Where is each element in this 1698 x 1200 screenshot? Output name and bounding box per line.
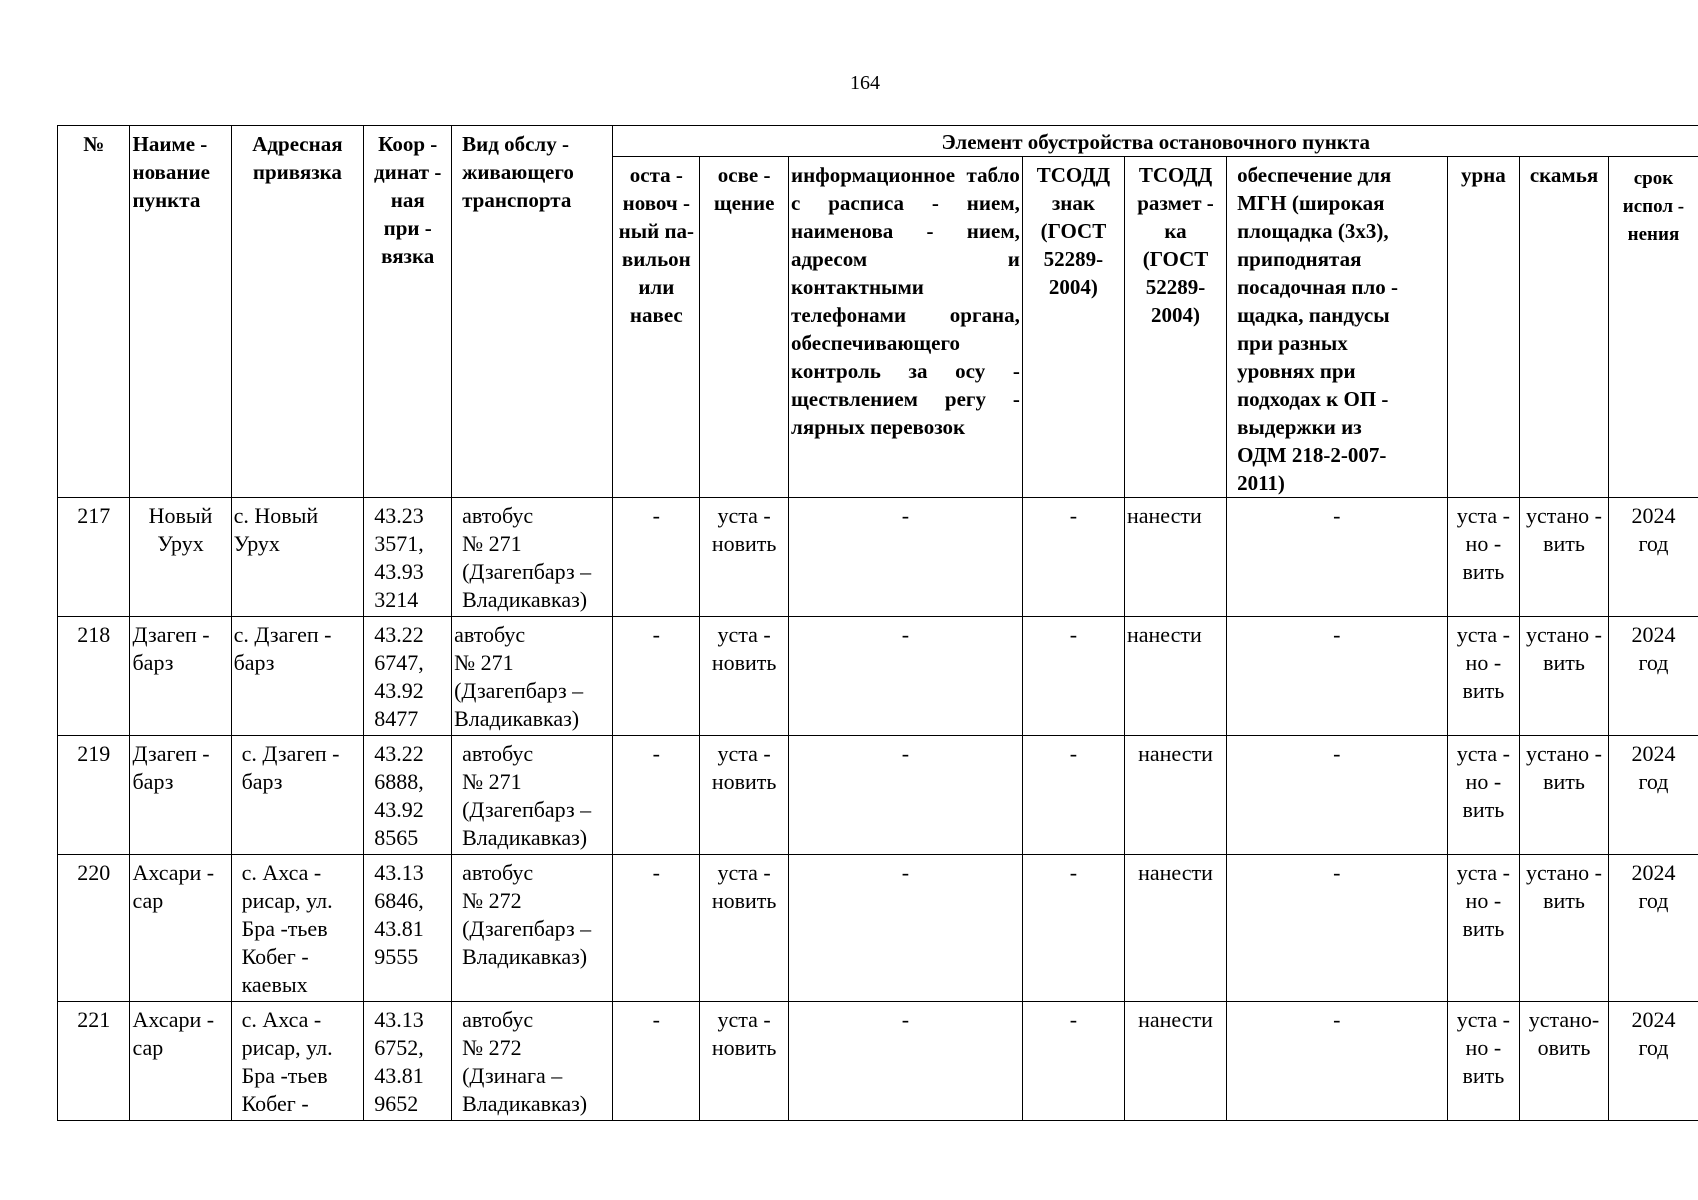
cell-address: с. Дзагеп - барз [231, 736, 364, 855]
header-address: Адресная привязка [231, 126, 364, 498]
cell-coords: 43.22 6747, 43.92 8477 [364, 617, 452, 736]
cell-name: Новый Урух [130, 498, 231, 617]
cell-bench: устано - вить [1520, 617, 1609, 736]
cell-tsodd-sign: - [1022, 855, 1124, 1002]
header-num: № [58, 126, 130, 498]
header-name: Наиме - нование пункта [130, 126, 231, 498]
cell-lighting: уста - новить [700, 498, 789, 617]
header-tsodd-marking: ТСОДД размет - ка (ГОСТ 52289- 2004) [1124, 157, 1226, 498]
cell-transport: автобус № 272 (Дзагепбарз – Владикавказ) [452, 855, 613, 1002]
cell-bench: устано - вить [1520, 736, 1609, 855]
cell-pavilion: - [613, 1002, 700, 1121]
cell-address: с. Ахса - рисар, ул. Бра -тьев Кобег - [231, 1002, 364, 1121]
cell-bench: устано - вить [1520, 855, 1609, 1002]
cell-pavilion: - [613, 736, 700, 855]
cell-deadline: 2024 год [1608, 498, 1698, 617]
header-transport: Вид обслу - живающего транспорта [452, 126, 613, 498]
cell-mgn: - [1227, 855, 1448, 1002]
table-row [58, 855, 1698, 1002]
cell-pavilion: - [613, 617, 700, 736]
cell-num: 220 [58, 855, 130, 1002]
header-mgn: обеспечение для МГН (широкая площадка (3х3), приподнятая посадочная пло - щадка, пандусы при разных уровнях при подходах к ОП - выдержки из ОДМ 218-2-007- 2011) [1227, 157, 1448, 498]
header-tsodd-sign: ТСОДД знак (ГОСТ 52289- 2004) [1022, 157, 1124, 498]
cell-coords: 43.22 6888, 43.92 8565 [364, 736, 452, 855]
cell-tsodd-marking: нанести [1124, 736, 1226, 855]
table-row [58, 498, 1698, 617]
cell-transport: автобус № 271 (Дзагепбарз – Владикавказ) [452, 617, 613, 736]
cell-tsodd-marking: нанести [1124, 1002, 1226, 1121]
cell-name: Ахсари - сар [130, 855, 231, 1002]
cell-urn: уста - но - вить [1447, 1002, 1519, 1121]
header-bench: скамья [1520, 157, 1609, 498]
cell-lighting: уста - новить [700, 736, 789, 855]
cell-transport: автобус № 272 (Дзинага – Владикавказ) [452, 1002, 613, 1121]
cell-name: Ахсари - сар [130, 1002, 231, 1121]
header-urn: урна [1447, 157, 1519, 498]
header-coords: Коор - динат - ная при - вязка [364, 126, 452, 498]
cell-tsodd-sign: - [1022, 1002, 1124, 1121]
cell-num: 218 [58, 617, 130, 736]
cell-coords: 43.13 6752, 43.81 9652 [364, 1002, 452, 1121]
cell-coords: 43.13 6846, 43.81 9555 [364, 855, 452, 1002]
cell-coords: 43.23 3571, 43.93 3214 [364, 498, 452, 617]
cell-info-board: - [789, 1002, 1023, 1121]
cell-lighting: уста - новить [700, 855, 789, 1002]
cell-address: с. Дзагеп - барз [231, 617, 364, 736]
cell-deadline: 2024 год [1608, 617, 1698, 736]
header-pavilion: оста - новоч - ный па- вильон или навес [613, 157, 700, 498]
cell-mgn: - [1227, 617, 1448, 736]
header-lighting: осве - щение [700, 157, 789, 498]
table-row [58, 1002, 1698, 1121]
cell-deadline: 2024 год [1608, 1002, 1698, 1121]
cell-tsodd-marking: нанести [1124, 855, 1226, 1002]
cell-bench: устано - вить [1520, 498, 1609, 617]
cell-pavilion: - [613, 498, 700, 617]
page-number: 164 [850, 72, 880, 94]
bus-stops-table [57, 125, 1698, 1121]
cell-num: 219 [58, 736, 130, 855]
cell-tsodd-sign: - [1022, 736, 1124, 855]
cell-info-board: - [789, 736, 1023, 855]
cell-pavilion: - [613, 855, 700, 1002]
cell-tsodd-sign: - [1022, 617, 1124, 736]
cell-address: с. Ахса - рисар, ул. Бра -тьев Кобег - каевых [231, 855, 364, 1002]
cell-transport: автобус № 271 (Дзагепбарз – Владикавказ) [452, 736, 613, 855]
cell-lighting: уста - новить [700, 1002, 789, 1121]
cell-num: 217 [58, 498, 130, 617]
cell-urn: уста - но - вить [1447, 498, 1519, 617]
cell-num: 221 [58, 1002, 130, 1121]
cell-tsodd-sign: - [1022, 498, 1124, 617]
cell-mgn: - [1227, 736, 1448, 855]
cell-info-board: - [789, 498, 1023, 617]
cell-name: Дзагеп - барз [130, 617, 231, 736]
cell-tsodd-marking: нанести [1124, 498, 1226, 617]
table-row [58, 736, 1698, 855]
cell-mgn: - [1227, 1002, 1448, 1121]
cell-info-board: - [789, 855, 1023, 1002]
header-group: Элемент обустройства остановочного пункта [613, 126, 1698, 157]
cell-tsodd-marking: нанести [1124, 617, 1226, 736]
cell-bench: устано- овить [1520, 1002, 1609, 1121]
table-row [58, 617, 1698, 736]
cell-info-board: - [789, 617, 1023, 736]
cell-address: с. Новый Урух [231, 498, 364, 617]
cell-lighting: уста - новить [700, 617, 789, 736]
cell-name: Дзагеп - барз [130, 736, 231, 855]
cell-urn: уста - но - вить [1447, 617, 1519, 736]
cell-urn: уста - но - вить [1447, 855, 1519, 1002]
cell-urn: уста - но - вить [1447, 736, 1519, 855]
header-info-board: информационное табло с расписа - нием, наименова - нием, адресом и контактными телефонами органа, обеспечивающего контроль за осу - ществлением регу - лярных перевозок [789, 157, 1023, 498]
cell-deadline: 2024 год [1608, 736, 1698, 855]
cell-deadline: 2024 год [1608, 855, 1698, 1002]
cell-mgn: - [1227, 498, 1448, 617]
cell-transport: автобус № 271 (Дзагепбарз – Владикавказ) [452, 498, 613, 617]
header-deadline: срок испол - нения [1608, 157, 1698, 498]
